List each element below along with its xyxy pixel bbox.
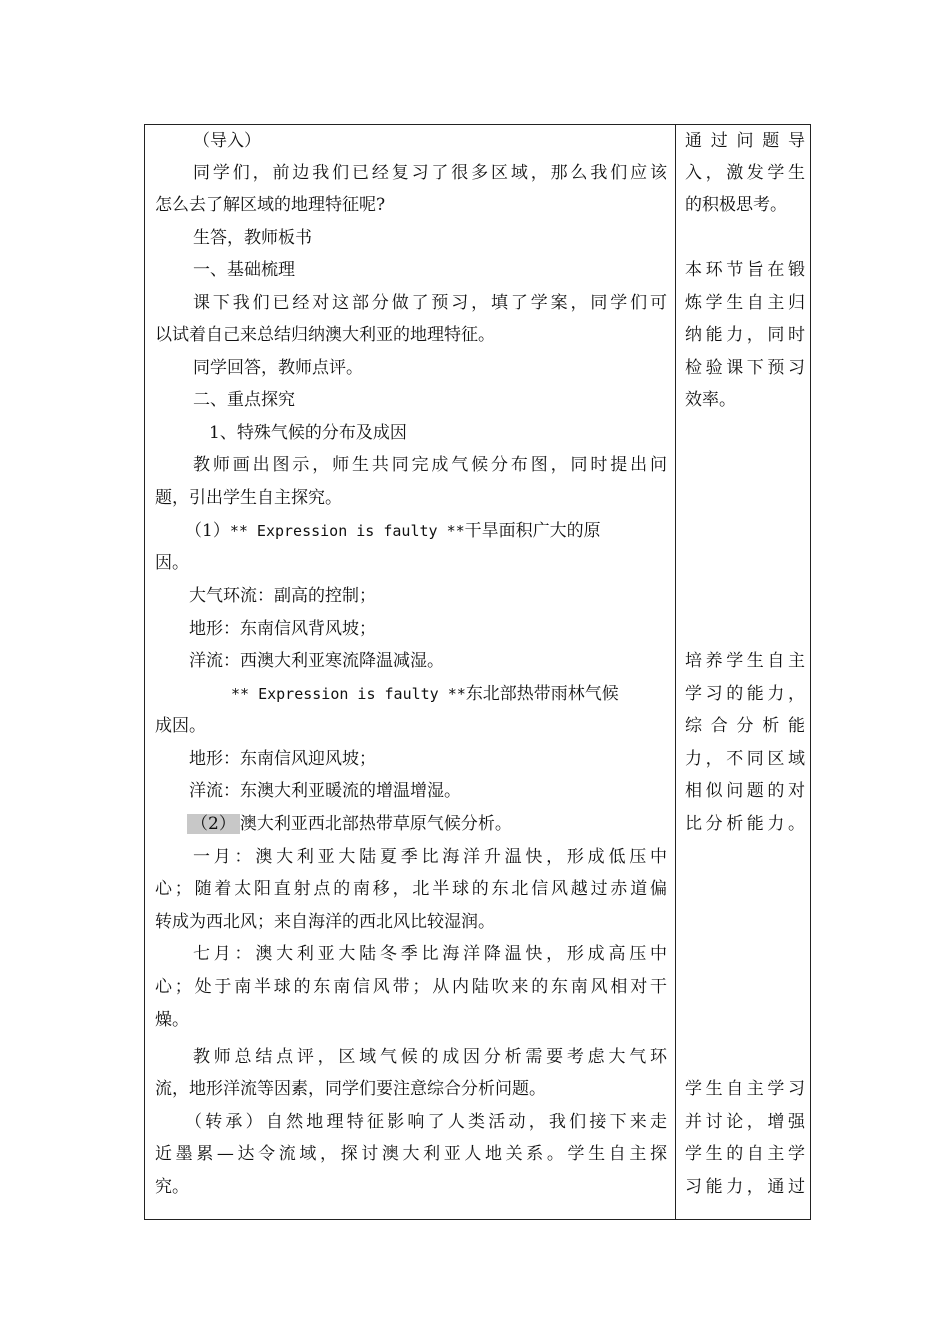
note-line: 的积极思考。: [685, 195, 787, 215]
text-line: 同学们，前边我们已经复习了很多区域，那么我们应该: [193, 163, 667, 183]
text-line: [231, 678, 619, 710]
note-line: 纳能力，同时: [685, 325, 805, 345]
text-line: 地形：东南信风背风坡；: [189, 619, 376, 639]
text-line: 因。: [155, 553, 189, 573]
text-line: [187, 808, 512, 840]
note-line: 入，激发学生: [685, 163, 805, 183]
text-line: [185, 515, 601, 547]
note-line: 相似问题的对: [685, 781, 805, 801]
text-line: 同学回答，教师点评。: [193, 358, 363, 378]
text-line: 教师总结点评，区域气候的成因分析需要考虑大气环: [193, 1047, 667, 1067]
note-line: 并讨论，增强: [685, 1112, 805, 1132]
text-line: 转成为西北风；来自海洋的西北风比较湿润。: [155, 912, 495, 932]
item-number: （1）: [185, 521, 230, 541]
text-line: 课下我们已经对这部分做了预习，填了学案，同学们可: [193, 293, 667, 313]
text-line: 究。: [155, 1177, 189, 1197]
note-line: 效率。: [685, 390, 736, 410]
text-line: 题，引出学生自主探究。: [155, 488, 342, 508]
note-line: 习能力，通过: [685, 1177, 805, 1197]
text-line: 洋流：西澳大利亚寒流降温减湿。: [189, 651, 444, 671]
item-text: 干旱面积广大的原: [464, 521, 601, 541]
highlighted-item-number: （2）: [187, 814, 240, 834]
text-line: 流，地形洋流等因素，同学们要注意综合分析问题。: [155, 1079, 546, 1099]
text-line: 地形：东南信风迎风坡；: [189, 749, 376, 769]
text-line: 生答，教师板书: [193, 228, 312, 248]
text-line: （导入）: [193, 131, 261, 151]
text-line: 教师画出图示，师生共同完成气候分布图，同时提出问: [193, 455, 667, 475]
section-heading: 二、重点探究: [193, 390, 295, 410]
expression-error: ** Expression is faulty **: [229, 522, 465, 540]
item-text: 东北部热带雨林气候: [465, 684, 619, 704]
note-line: 炼学生自主归: [685, 293, 805, 313]
text-line: （转承）自然地理特征影响了人类活动，我们接下来走: [185, 1112, 667, 1132]
note-line: 学习的能力，: [685, 684, 805, 704]
text-line: 以试着自己来总结归纳澳大利亚的地理特征。: [155, 325, 495, 345]
text-line: 大气环流：副高的控制；: [189, 586, 376, 606]
note-line: 本环节旨在锻: [685, 260, 805, 280]
subsection-heading: 1、特殊气候的分布及成因: [209, 423, 407, 443]
text-line: 心；随着太阳直射点的南移，北半球的东北信风越过赤道偏: [155, 879, 667, 899]
note-line: 通过问题导: [685, 131, 805, 151]
note-line: 培养学生自主: [685, 651, 805, 671]
text-line: 近墨累—达令流域，探讨澳大利亚人地关系。学生自主探: [155, 1144, 667, 1164]
note-line: 学生的自主学: [685, 1144, 805, 1164]
note-line: 检验课下预习: [685, 358, 805, 378]
note-line: 比分析能力。: [685, 814, 805, 834]
note-line: 综合分析能: [685, 716, 805, 736]
text-line: 成因。: [155, 716, 206, 736]
item-text: 澳大利亚西北部热带草原气候分析。: [239, 814, 512, 834]
note-line: 力，不同区域: [685, 749, 805, 769]
text-line: 七月：澳大利亚大陆冬季比海洋降温快，形成高压中: [193, 944, 667, 964]
text-line: 心；处于南半球的东南信风带；从内陆吹来的东南风相对干: [155, 977, 667, 997]
lesson-table: [144, 124, 811, 1220]
note-line: 学生自主学习: [685, 1079, 805, 1099]
expression-error: ** Expression is faulty **: [231, 685, 466, 703]
text-line: 燥。: [155, 1010, 189, 1030]
text-line: 一月：澳大利亚大陆夏季比海洋升温快，形成低压中: [193, 847, 667, 867]
section-heading: 一、基础梳理: [193, 260, 295, 280]
text-line: 洋流：东澳大利亚暖流的增温增湿。: [189, 781, 461, 801]
text-line: 怎么去了解区域的地理特征呢?: [155, 195, 386, 215]
column-divider: [675, 125, 676, 1219]
